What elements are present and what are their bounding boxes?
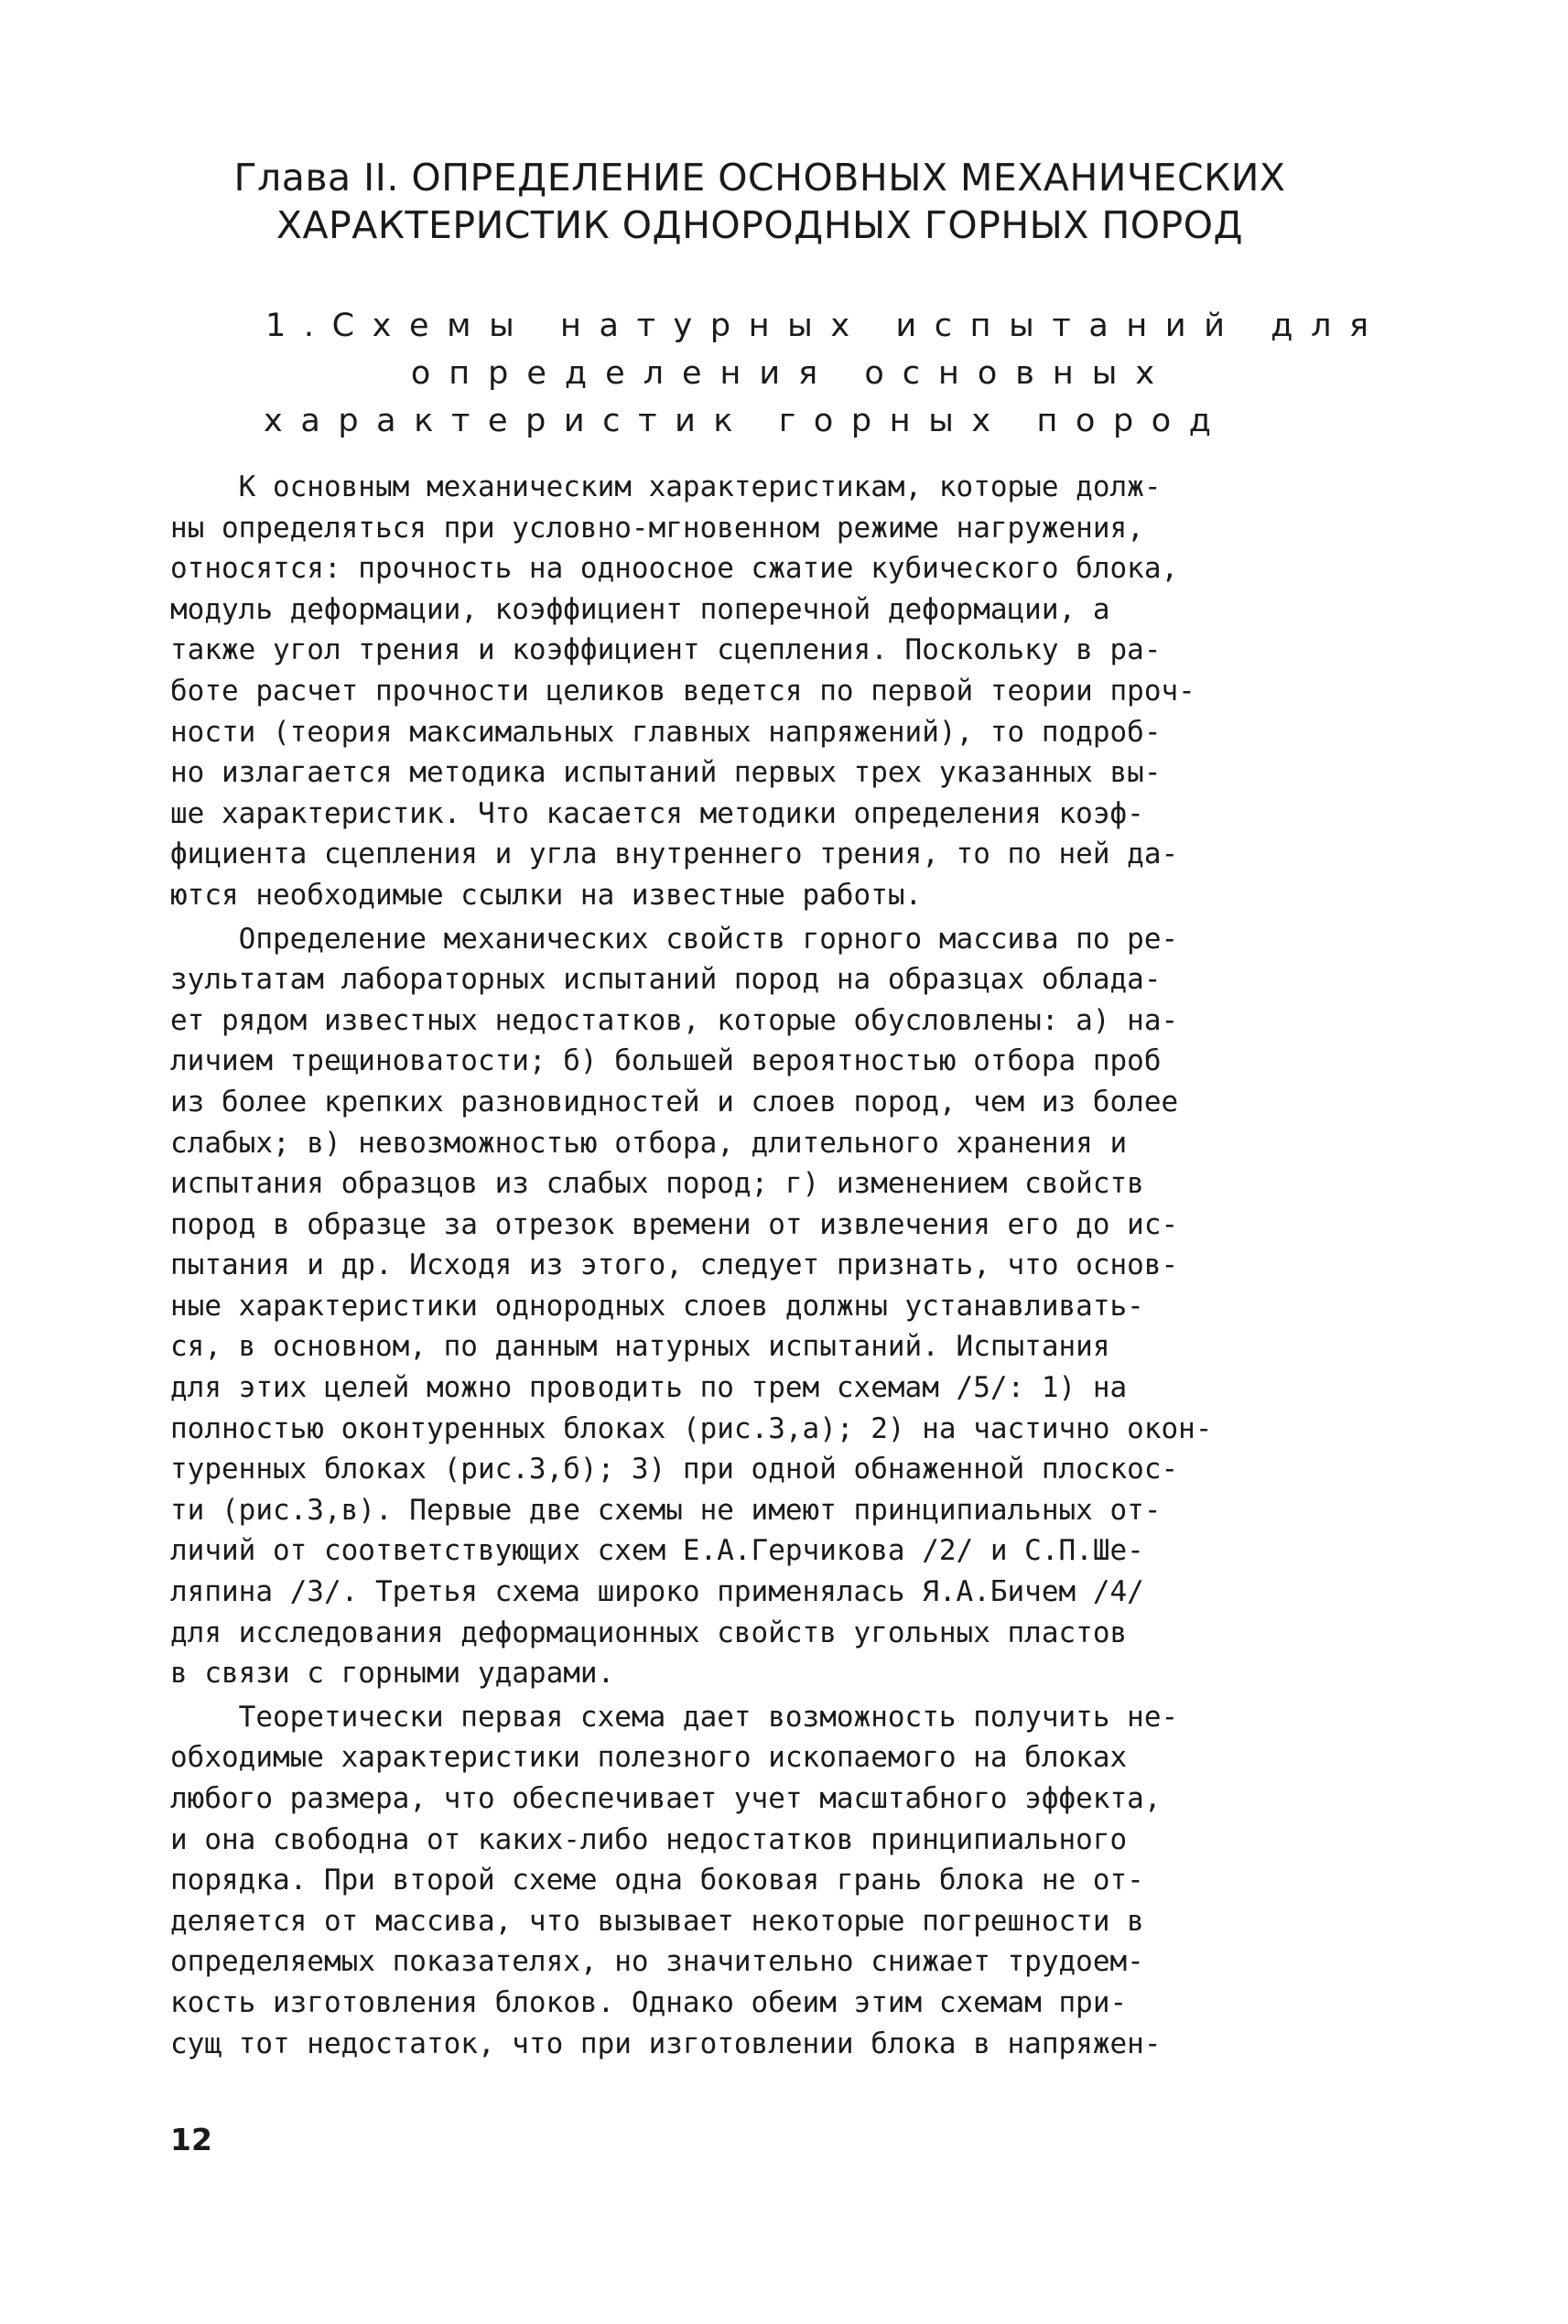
text-line: порядка. При второй схеме одна боковая грань блока не от-: [170, 1864, 1144, 1897]
text-line: полностью оконтуренных блоках (рис.3,а); 2) на частично окон-: [170, 1411, 1213, 1445]
text-line: и она свободна от каких-либо недостатков принципиального: [170, 1822, 1128, 1856]
text-line: также угол трения и коэффициент сцепления. Поскольку в ра-: [170, 633, 1162, 667]
text-line: ет рядом известных недостатков, которые обусловлены: а) на-: [170, 1003, 1179, 1037]
text-line: зультатам лабораторных испытаний пород на образцах облада-: [170, 963, 1162, 997]
text-line: испытания образцов из слабых пород; г) изменением свойств: [170, 1167, 1144, 1201]
text-line: ные характеристики однородных слоев должны устанавливать-: [170, 1289, 1144, 1323]
text-line: пытания и др. Исходя из этого, следует признать, что основ-: [170, 1248, 1179, 1282]
chapter-title-line-1: Глава II. ОПРЕДЕЛЕНИЕ ОСНОВНЫХ МЕХАНИЧЕСКИХ: [233, 156, 1286, 200]
page-number: 12: [170, 2122, 212, 2157]
text-line: ны определяться при условно-мгновенном режиме нагружения,: [170, 511, 1144, 545]
text-line: кость изготовления блоков. Однако обеим этим схемам при-: [170, 1985, 1128, 2019]
text-line: Теоретически первая схема дает возможность получить не-: [170, 1700, 1179, 1734]
text-line: пород в образце за отрезок времени от извлечения его до ис-: [170, 1207, 1179, 1241]
text-line: ются необходимые ссылки на известные работы.: [170, 878, 923, 912]
paragraph-3: [170, 1697, 1415, 2064]
text-line: ти (рис.3,в). Первые две схемы не имеют принципиальных от-: [170, 1493, 1162, 1527]
text-line: сущ тот недостаток, что при изготовлении блока в напряжен-: [170, 2027, 1162, 2060]
text-line: в связи с горными ударами.: [170, 1657, 615, 1691]
text-line: из более крепких разновидностей и слоев пород, чем из более: [170, 1085, 1179, 1119]
text-line: обходимые характеристики полезного ископаемого на блоках: [170, 1741, 1128, 1775]
section-heading-line-3: характеристик горных пород: [264, 403, 1229, 439]
paragraph-1: [170, 467, 1415, 916]
text-line: но излагается методика испытаний первых трех указанных вы-: [170, 756, 1162, 790]
text-line: для исследования деформационных свойств угольных пластов: [170, 1616, 1128, 1649]
section-heading-line-2: определения основных: [410, 355, 1173, 392]
text-line: фициента сцепления и угла внутреннего трения, то по ней да-: [170, 838, 1179, 871]
section-heading-line-1: 1.Схемы натурных испытаний для: [265, 308, 1387, 344]
text-line: любого размера, что обеспечивает учет масштабного эффекта,: [170, 1782, 1162, 1815]
text-line: ше характеристик. Что касается методики определения коэф-: [170, 796, 1144, 830]
text-line: определяемых показателях, но значительно снижает трудоем-: [170, 1945, 1144, 1979]
body-text: [170, 467, 1415, 2064]
paragraph-2: [170, 919, 1415, 1694]
text-line: слабых; в) невозможностью отбора, длительного хранения и: [170, 1126, 1128, 1160]
text-line: боте расчет прочности целиков ведется по первой теории проч-: [170, 674, 1195, 708]
text-line: туренных блоках (рис.3,б); 3) при одной обнаженной плоскос-: [170, 1453, 1179, 1486]
text-line: деляется от массива, что вызывает некоторые погрешности в: [170, 1904, 1144, 1938]
section-heading: [247, 302, 1387, 445]
chapter-title-line-2: ХАРАКТЕРИСТИК ОДНОРОДНЫХ ГОРНЫХ ПОРОД: [276, 203, 1244, 247]
text-line: личием трещиноватости; б) большей вероятностью отбора проб: [170, 1044, 1162, 1078]
text-line: К основным механическим характеристикам, которые долж-: [170, 470, 1162, 503]
text-line: ности (теория максимальных главных напряжений), то подроб-: [170, 715, 1162, 749]
chapter-title: [165, 154, 1355, 249]
text-line: личий от соответствующих схем Е.А.Герчикова /2/ и С.П.Ше-: [170, 1534, 1144, 1568]
text-line: модуль деформации, коэффициент поперечной деформации, а: [170, 592, 1110, 626]
text-line: для этих целей можно проводить по трем схемам /5/: 1) на: [170, 1371, 1128, 1405]
text-line: ляпина /3/. Третья схема широко применялась Я.А.Бичем /4/: [170, 1575, 1144, 1609]
text-line: относятся: прочность на одноосное сжатие кубического блока,: [170, 552, 1179, 586]
text-line: ся, в основном, по данным натурных испытаний. Испытания: [170, 1330, 1110, 1364]
text-line: Определение механических свойств горного массива по ре-: [170, 922, 1179, 956]
